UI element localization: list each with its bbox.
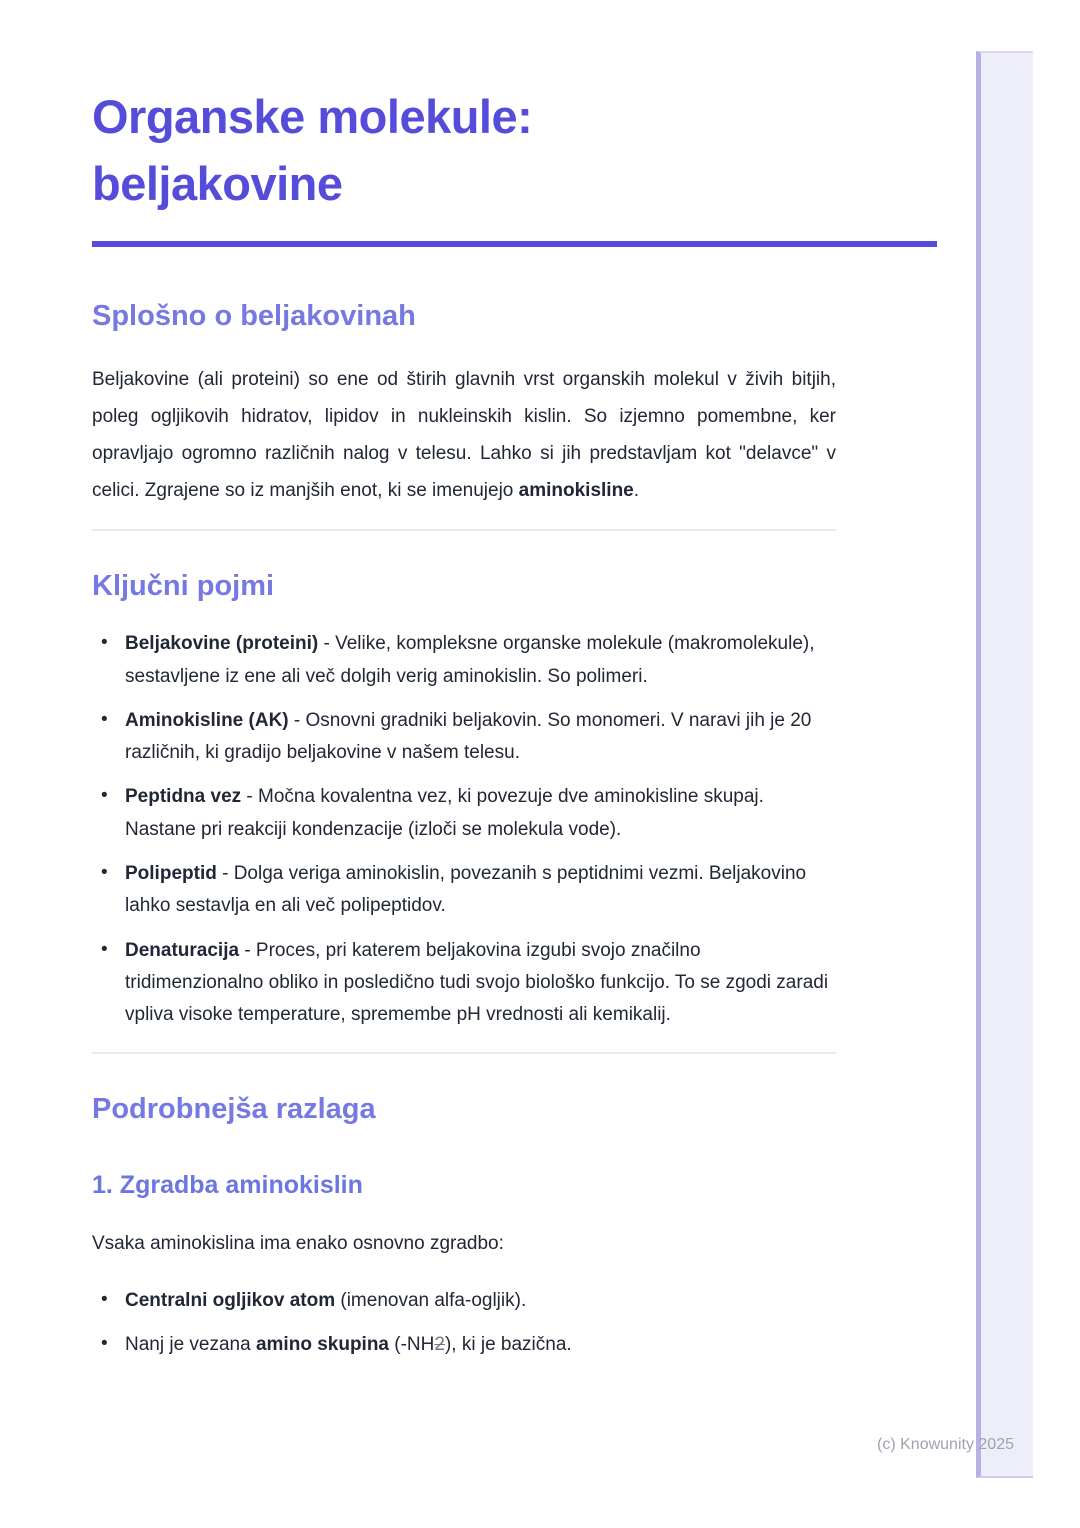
bullet-icon: • — [101, 708, 108, 730]
list-item-text — [125, 633, 815, 686]
list-item-text — [125, 940, 828, 1026]
bullet-icon: • — [101, 1288, 108, 1310]
list-item — [101, 628, 836, 693]
zgradba-list — [92, 1285, 836, 1362]
subsection-intro: Vsaka aminokislina ima enako osnovno zgradbo: — [92, 1233, 504, 1255]
section-heading-splosno: Splošno o beljakovinah — [92, 300, 416, 333]
section-divider — [92, 1052, 836, 1054]
document-content — [92, 299, 836, 1361]
list-item-text — [125, 786, 764, 839]
section-heading-kljucni-pojmi: Ključni pojmi — [92, 570, 275, 603]
document-header — [92, 84, 1080, 247]
page-title — [92, 84, 1080, 217]
list-item-text — [125, 1290, 526, 1311]
bullet-icon: • — [101, 632, 108, 654]
list-item — [101, 858, 836, 923]
term-bold: aminokisline — [518, 480, 634, 502]
text-run: . — [633, 480, 640, 502]
list-item — [101, 935, 836, 1032]
text-run: - Močna kovalentna vez, ki povezuje dve aminokisline skupaj. Nastane pri reakciji kondenzacije (izloči se molekula vode). — [125, 786, 764, 840]
watermark: (c) Knowunity 2025 — [877, 1436, 1014, 1453]
list-item — [101, 1285, 836, 1317]
intro-paragraph — [92, 361, 836, 509]
text-run: ), ki je bazična. — [444, 1333, 572, 1355]
list-item-text — [125, 710, 811, 763]
term-bold: Polipeptid — [125, 863, 217, 885]
term-bold: Denaturacija — [125, 939, 240, 961]
section-divider — [92, 529, 836, 531]
page-title-line-2: beljakovine — [92, 156, 343, 210]
text-run: Beljakovine (ali proteini) so ene od štirih glavnih vrst organskih molekul v živih bitjih, poleg ogljikovih hidratov, lipidov in nukleinskih kislin. So izjemno pomembne, ker opravljajo ogromno različnih nalog v telesu. Lahko si jih predstavljam kot "delavce" v celici. Zgrajene so iz manjših enot, ki se imenujejo — [92, 369, 836, 502]
section-kljucni-pojmi — [92, 569, 836, 1031]
list-item — [101, 1329, 836, 1361]
text-run: - Dolga veriga aminokislin, povezanih s peptidnimi vezmi. Beljakovino lahko sestavlja en ali več polipeptidov. — [125, 863, 807, 917]
section-podrobnejsa-razlaga — [92, 1092, 836, 1362]
term-bold: Peptidna vez — [125, 786, 242, 808]
text-run: Nanj je vezana — [125, 1333, 256, 1355]
bullet-icon: • — [101, 862, 108, 884]
term-bold: amino skupina — [255, 1333, 389, 1355]
term-bold: Centralni ogljikov atom — [125, 1289, 336, 1311]
list-item — [101, 705, 836, 770]
section-heading-podrobnejsa: Podrobnejša razlaga — [92, 1092, 376, 1125]
text-run: - Proces, pri katerem beljakovina izgubi svojo značilno tridimenzionalno obliko in posledično tudi svojo biološko funkcijo. To se zgodi zaradi vpliva visoke temperature, spremembe pH vrednosti ali kemikalij. — [125, 939, 829, 1026]
term-bold: Beljakovine (proteini) — [125, 633, 319, 655]
page-title-line-1: Organske molekule: — [92, 90, 533, 143]
list-item — [101, 781, 836, 846]
list-item-text — [125, 863, 806, 916]
text-run: (imenovan alfa-ogljik). — [335, 1289, 527, 1311]
bullet-icon: • — [101, 1332, 108, 1354]
text-run: - Velike, kompleksne organske molekule (makromolekule), sestavljene iz ene ali več dolgih verig aminokislin. So polimeri. — [125, 633, 815, 687]
subsection-heading-zgradba: 1. Zgradba aminokislin — [92, 1171, 363, 1200]
title-underline-rule — [92, 241, 937, 247]
bullet-icon: • — [101, 938, 108, 960]
key-terms-list — [92, 628, 836, 1031]
text-run: (-NH — [389, 1333, 435, 1355]
bullet-icon: • — [101, 785, 108, 807]
term-bold: Aminokisline (AK) — [125, 709, 289, 731]
text-run: 2 — [434, 1333, 445, 1355]
text-run: - Osnovni gradniki beljakovin. So monomeri. V naravi jih je 20 različnih, ki gradijo beljakovine v našem telesu. — [125, 709, 812, 764]
list-item-text — [125, 1334, 572, 1355]
section-splosno-o-beljakovinah — [92, 299, 836, 509]
